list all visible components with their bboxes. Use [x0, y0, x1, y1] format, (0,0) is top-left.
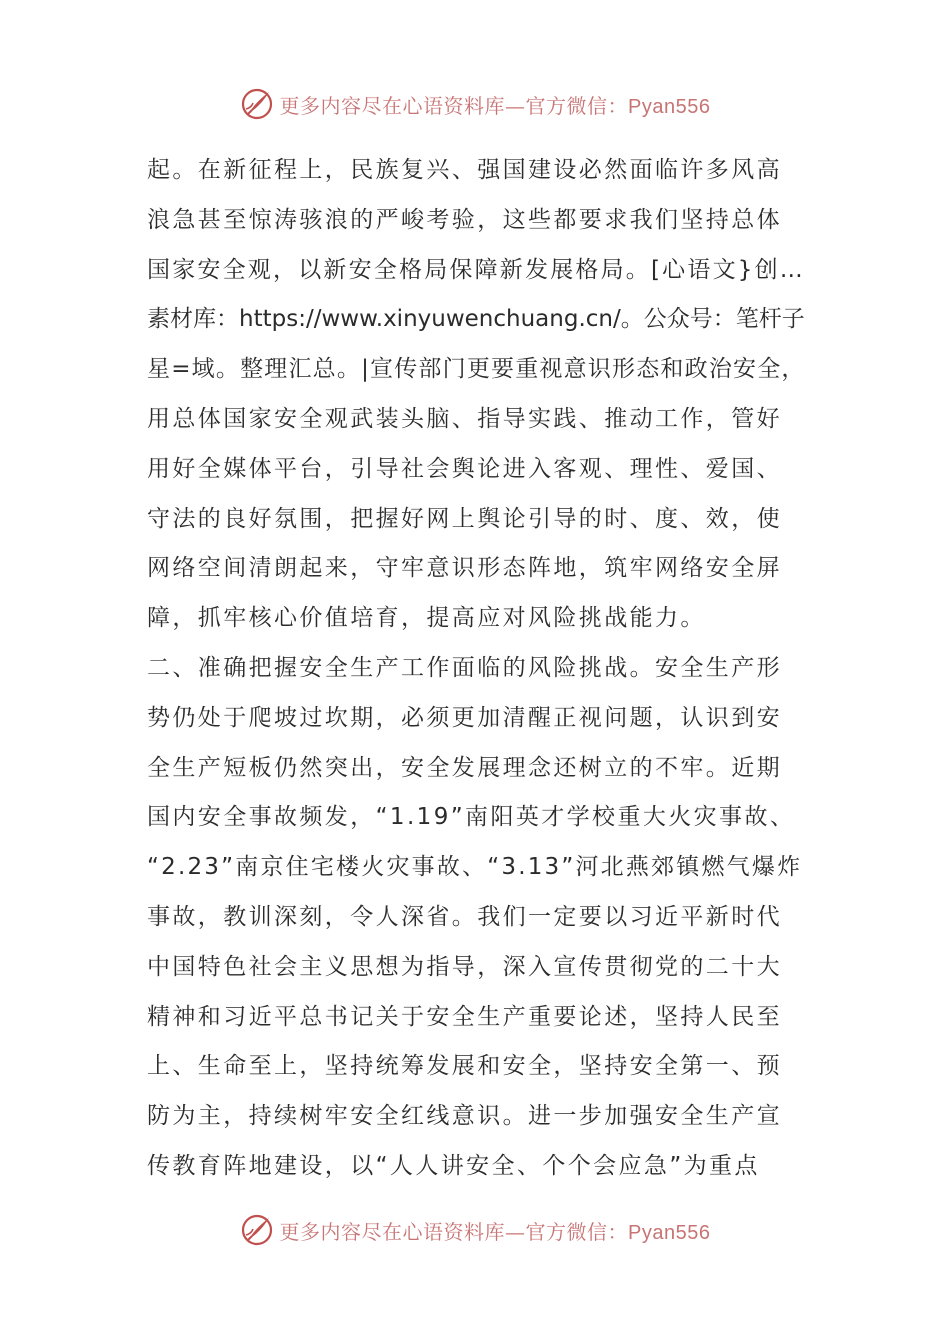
- header-banner-text: [280, 90, 711, 119]
- paragraph-line: 起。在新征程上，民族复兴、强国建设必然面临许多风高: [147, 157, 782, 183]
- paragraph-line: 用好全媒体平台，引导社会舆论进入客观、理性、爱国、: [147, 455, 782, 482]
- paragraph-line: 浪急甚至惊涛骇浪的严峻考验，这些都要求我们坚持总体: [147, 206, 782, 233]
- header-banner-label: 更多内容尽在心语资料库—官方微信：: [279, 93, 629, 118]
- paragraph-line: 上、生命至上，坚持统筹发展和安全，坚持安全第一、预: [147, 1053, 782, 1080]
- paragraph-line: 二、准确把握安全生产工作面临的风险挑战。安全生产形: [147, 654, 782, 681]
- footer-banner-label: 更多内容尽在心语资料库—官方微信：: [279, 1219, 629, 1244]
- footer-banner-text: [280, 1216, 711, 1245]
- document-body: [147, 146, 807, 1192]
- paragraph-line: 素材库：https://www.xinyuwenchuang.cn/。公众号：笔杆子: [147, 306, 805, 333]
- paragraph-line: 防为主，持续树牢安全红线意识。进一步加强安全生产宣: [147, 1103, 782, 1130]
- quill-logo-icon: [240, 87, 274, 121]
- footer-banner-handle: Pyan556: [628, 1221, 711, 1244]
- paragraph-line: 精神和习近平总书记关于安全生产重要论述，坚持人民至: [147, 1003, 782, 1030]
- paragraph-line: 障，抓牢核心价值培育，提高应对风险挑战能力。: [147, 605, 706, 632]
- paragraph-line: 事故，教训深刻，令人深省。我们一定要以习近平新时代: [147, 903, 782, 930]
- paragraph-line: 势仍处于爬坡过坎期，必须更加清醒正视问题，认识到安: [147, 704, 782, 731]
- paragraph-line: 用总体国家安全观武装头脑、指导实践、推动工作，管好: [147, 405, 782, 432]
- paragraph-line: 全生产短板仍然突出，安全发展理念还树立的不牢。近期: [147, 754, 782, 781]
- paragraph-line: 守法的良好氛围，把握好网上舆论引导的时、度、效，使: [147, 505, 782, 532]
- paragraph-line: “2.23”南京住宅楼火灾事故、“3.13”河北燕郊镇燃气爆炸: [147, 854, 803, 881]
- paragraph-line: 中国特色社会主义思想为指导，深入宣传贯彻党的二十大: [147, 953, 782, 980]
- paragraph-line: 国内安全事故频发，“1.19”南阳英才学校重大火灾事故、: [147, 804, 796, 831]
- paragraph-line: 国家安全观，以新安全格局保障新发展格局。[心语文}创…: [147, 256, 806, 283]
- header-banner-handle: Pyan556: [628, 95, 711, 118]
- paragraph-line: 网络空间清朗起来，守牢意识形态阵地，筑牢网络安全屏: [147, 555, 782, 582]
- paragraph-line: 传教育阵地建设，以“人人讲安全、个个会应急”为重点: [147, 1152, 760, 1179]
- quill-logo-icon: [240, 1213, 274, 1247]
- footer-banner: [0, 1210, 950, 1250]
- paragraph-line: 星=域。整理汇总。|宣传部门更要重视意识形态和政治安全，: [147, 356, 806, 383]
- header-banner: [0, 84, 950, 124]
